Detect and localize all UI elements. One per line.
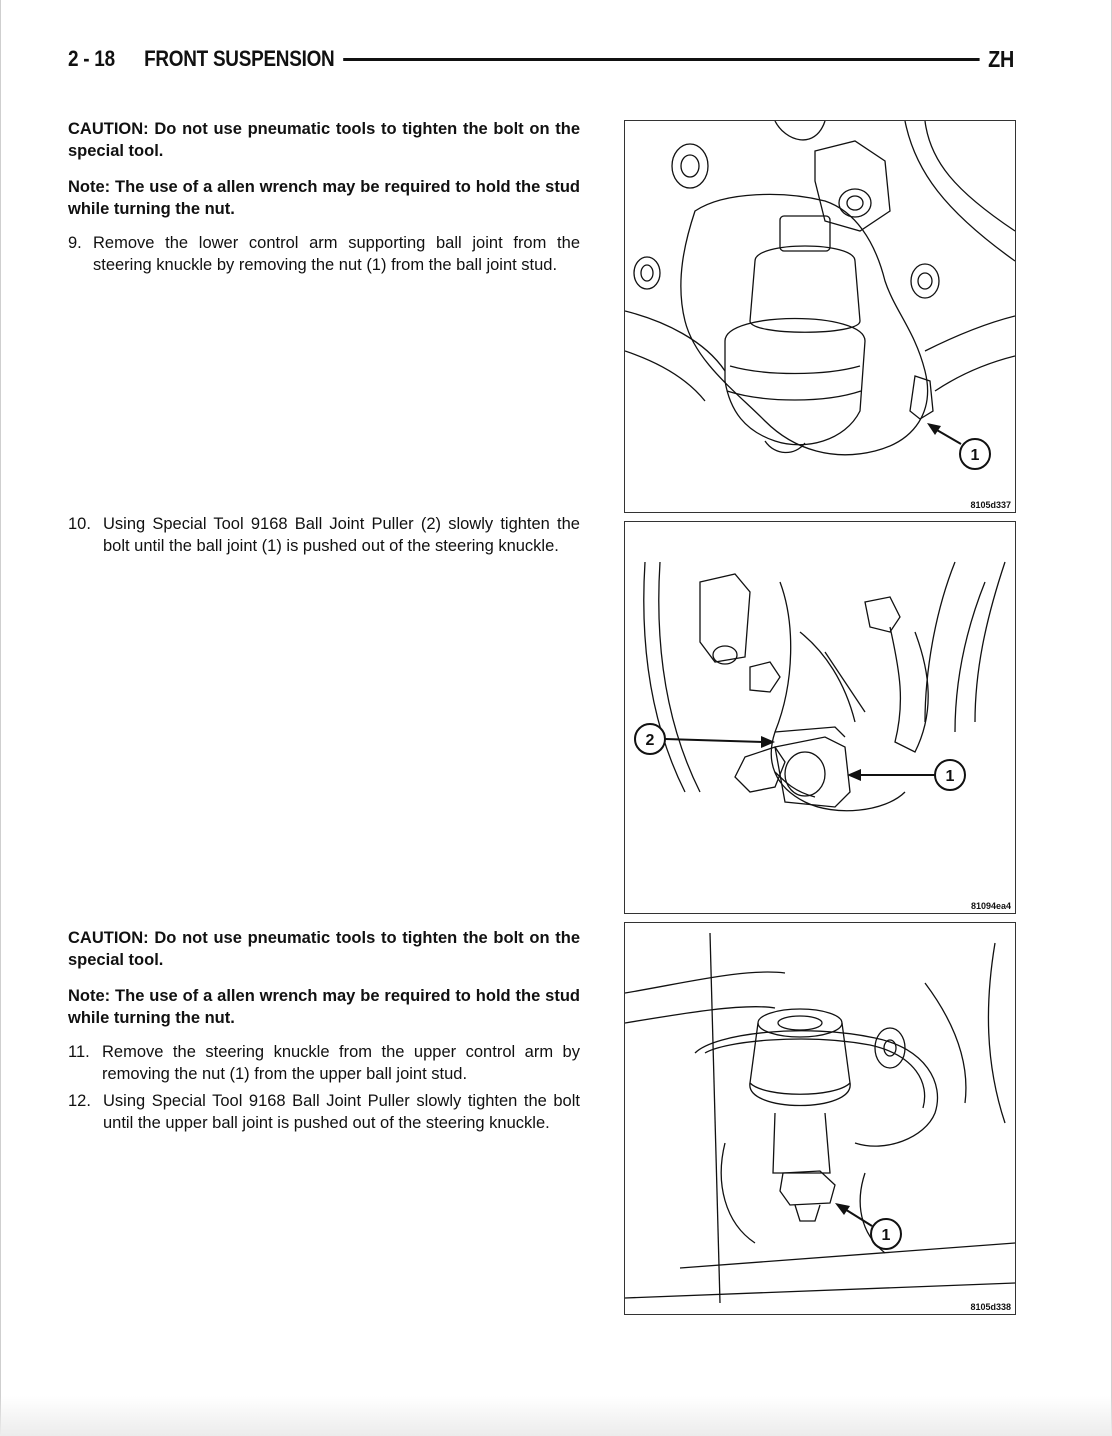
step-10 [68,513,580,557]
figure-ball-joint-puller [624,521,1016,914]
step-text: Using Special Tool 9168 Ball Joint Puller slowly tighten the bolt until the upper ball joint is pushed out of the steering knuckle. [103,1092,580,1132]
text-block-2 [68,513,580,557]
step-number: 9. [68,234,82,252]
step-12 [68,1090,580,1134]
step-text: Using Special Tool 9168 Ball Joint Puller (2) slowly tighten the bolt until the ball joint (1) is pushed out of the steering knuckle. [103,515,580,555]
upper-ball-joint-illustration [625,923,1015,1314]
step-number: 12. [68,1092,91,1110]
step-11 [68,1041,580,1085]
step-text: Remove the lower control arm supporting ball joint from the steering knuckle by removing the nut (1) from the ball joint stud. [93,234,580,274]
caution-text: CAUTION: Do not use pneumatic tools to tighten the bolt on the special tool. [68,120,580,160]
callout-1: 1 [945,768,955,785]
puller-illustration [625,522,1015,913]
page-number: 2 - 18 [68,46,115,71]
step-number: 10. [68,515,91,533]
text-block-1 [68,118,580,276]
note-text: Note: The use of a allen wrench may be required to hold the stud while turning the nut. [68,178,580,218]
callout-1: 1 [881,1227,891,1244]
ball-joint-illustration [625,121,1015,512]
figure-upper-ball-joint-nut [624,922,1016,1315]
callout-2: 2 [645,732,655,749]
figure-code: 8105d337 [970,500,1011,510]
figure-code: 81094ea4 [970,901,1011,911]
caution-text: CAUTION: Do not use pneumatic tools to tighten the bolt on the special tool. [68,929,580,969]
step-text: Remove the steering knuckle from the upper control arm by removing the nut (1) from the upper ball joint stud. [102,1043,580,1083]
step-number: 11. [68,1043,90,1061]
text-block-3 [68,927,580,1134]
callout-1: 1 [970,447,980,464]
model-code: ZH [988,45,1014,72]
figure-code: 8105d338 [970,1302,1011,1312]
page-header [68,44,1014,74]
header-rule [343,58,980,61]
section-title: FRONT SUSPENSION [144,46,335,71]
step-9 [68,232,580,276]
note-text: Note: The use of a allen wrench may be required to hold the stud while turning the nut. [68,987,580,1027]
figure-lower-ball-joint-nut [624,120,1016,513]
page-bottom-shade [0,1396,1112,1436]
